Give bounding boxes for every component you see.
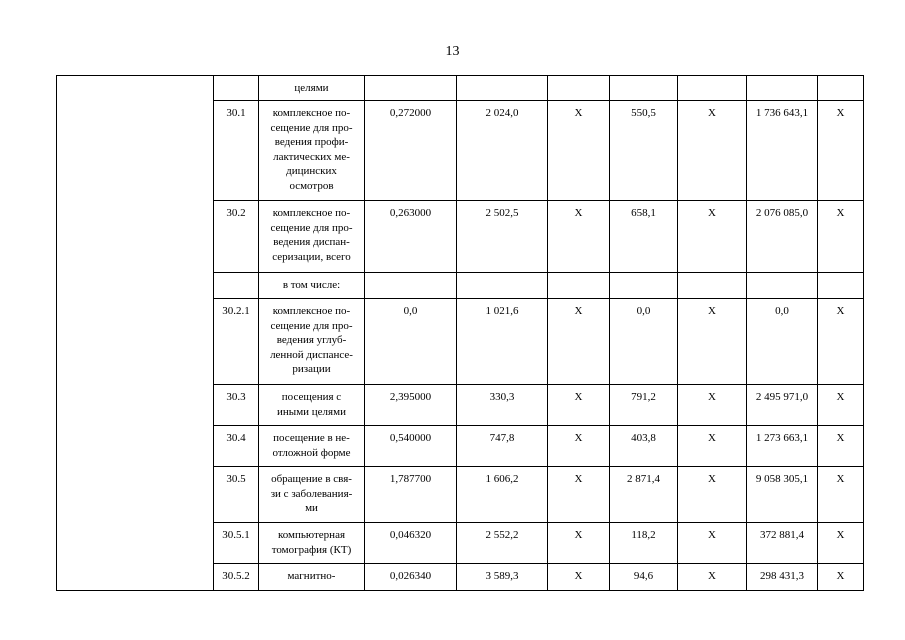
value-cell-c4 — [610, 273, 678, 299]
row-number-cell: 30.2.1 — [214, 299, 259, 385]
row-label-cell: в том числе: — [259, 273, 365, 299]
row-number-cell — [214, 273, 259, 299]
value-cell-c1: 0,026340 — [365, 564, 457, 591]
value-cell-c1 — [365, 76, 457, 101]
row-label-cell: комплексное по- сещение для про- ведения углуб- ленной диспансе- ризации — [259, 299, 365, 385]
row-label-cell: компьютерная томография (КТ) — [259, 523, 365, 564]
value-cell-c5: X — [678, 299, 747, 385]
value-cell-c2: 3 589,3 — [457, 564, 548, 591]
row-number-cell: 30.1 — [214, 101, 259, 201]
row-label-cell: обращение в свя- зи с заболевания- ми — [259, 467, 365, 523]
value-cell-c7 — [818, 273, 864, 299]
value-cell-c7: X — [818, 385, 864, 426]
value-cell-c6 — [747, 273, 818, 299]
value-cell-c2: 1 606,2 — [457, 467, 548, 523]
value-cell-c2: 2 502,5 — [457, 201, 548, 273]
value-cell-c7: X — [818, 426, 864, 467]
value-cell-c5: X — [678, 564, 747, 591]
value-cell-c2: 2 552,2 — [457, 523, 548, 564]
value-cell-c3: X — [548, 564, 610, 591]
data-table — [56, 75, 864, 591]
value-cell-c7: X — [818, 467, 864, 523]
row-number-cell — [214, 76, 259, 101]
value-cell-c5: X — [678, 523, 747, 564]
value-cell-c7: X — [818, 101, 864, 201]
table-row — [57, 76, 864, 101]
value-cell-c3 — [548, 273, 610, 299]
value-cell-c7: X — [818, 523, 864, 564]
row-label-cell: посещения с иными целями — [259, 385, 365, 426]
value-cell-c4: 94,6 — [610, 564, 678, 591]
value-cell-c4: 658,1 — [610, 201, 678, 273]
row-number-cell: 30.4 — [214, 426, 259, 467]
value-cell-c1: 0,046320 — [365, 523, 457, 564]
row-label-cell: магнитно- — [259, 564, 365, 591]
value-cell-c7: X — [818, 299, 864, 385]
value-cell-c3: X — [548, 426, 610, 467]
row-label-cell: комплексное по- сещение для про- ведения диспан- серизации, всего — [259, 201, 365, 273]
value-cell-c1: 1,787700 — [365, 467, 457, 523]
value-cell-c5 — [678, 273, 747, 299]
value-cell-c5: X — [678, 426, 747, 467]
value-cell-c1: 0,272000 — [365, 101, 457, 201]
value-cell-c1: 0,540000 — [365, 426, 457, 467]
value-cell-c6: 1 273 663,1 — [747, 426, 818, 467]
value-cell-c3: X — [548, 523, 610, 564]
value-cell-c6: 9 058 305,1 — [747, 467, 818, 523]
value-cell-c4: 0,0 — [610, 299, 678, 385]
page-number: 13 — [445, 44, 460, 59]
value-cell-c4: 791,2 — [610, 385, 678, 426]
value-cell-c6: 298 431,3 — [747, 564, 818, 591]
row-label-cell: посещение в не- отложной форме — [259, 426, 365, 467]
value-cell-c4: 403,8 — [610, 426, 678, 467]
value-cell-c1: 2,395000 — [365, 385, 457, 426]
value-cell-c6: 372 881,4 — [747, 523, 818, 564]
blank-column-cell — [57, 76, 214, 591]
row-label-cell: комплексное по- сещение для про- ведения профи- лактических ме- дицинских осмотров — [259, 101, 365, 201]
row-number-cell: 30.5 — [214, 467, 259, 523]
value-cell-c5: X — [678, 201, 747, 273]
value-cell-c5: X — [678, 101, 747, 201]
value-cell-c1: 0,0 — [365, 299, 457, 385]
row-number-cell: 30.2 — [214, 201, 259, 273]
value-cell-c3: X — [548, 467, 610, 523]
value-cell-c2: 747,8 — [457, 426, 548, 467]
value-cell-c6: 0,0 — [747, 299, 818, 385]
value-cell-c3: X — [548, 299, 610, 385]
row-number-cell: 30.5.2 — [214, 564, 259, 591]
value-cell-c3: X — [548, 101, 610, 201]
value-cell-c6: 1 736 643,1 — [747, 101, 818, 201]
value-cell-c2 — [457, 273, 548, 299]
value-cell-c4: 2 871,4 — [610, 467, 678, 523]
value-cell-c7: X — [818, 201, 864, 273]
value-cell-c1: 0,263000 — [365, 201, 457, 273]
value-cell-c3 — [548, 76, 610, 101]
value-cell-c6: 2 076 085,0 — [747, 201, 818, 273]
value-cell-c2: 2 024,0 — [457, 101, 548, 201]
row-number-cell: 30.5.1 — [214, 523, 259, 564]
value-cell-c2: 1 021,6 — [457, 299, 548, 385]
value-cell-c6: 2 495 971,0 — [747, 385, 818, 426]
value-cell-c4 — [610, 76, 678, 101]
value-cell-c7 — [818, 76, 864, 101]
value-cell-c4: 118,2 — [610, 523, 678, 564]
value-cell-c4: 550,5 — [610, 101, 678, 201]
value-cell-c5: X — [678, 467, 747, 523]
row-label-cell: целями — [259, 76, 365, 101]
value-cell-c7: X — [818, 564, 864, 591]
value-cell-c5 — [678, 76, 747, 101]
value-cell-c2: 330,3 — [457, 385, 548, 426]
value-cell-c5: X — [678, 385, 747, 426]
value-cell-c6 — [747, 76, 818, 101]
row-number-cell: 30.3 — [214, 385, 259, 426]
value-cell-c3: X — [548, 385, 610, 426]
value-cell-c3: X — [548, 201, 610, 273]
value-cell-c1 — [365, 273, 457, 299]
value-cell-c2 — [457, 76, 548, 101]
